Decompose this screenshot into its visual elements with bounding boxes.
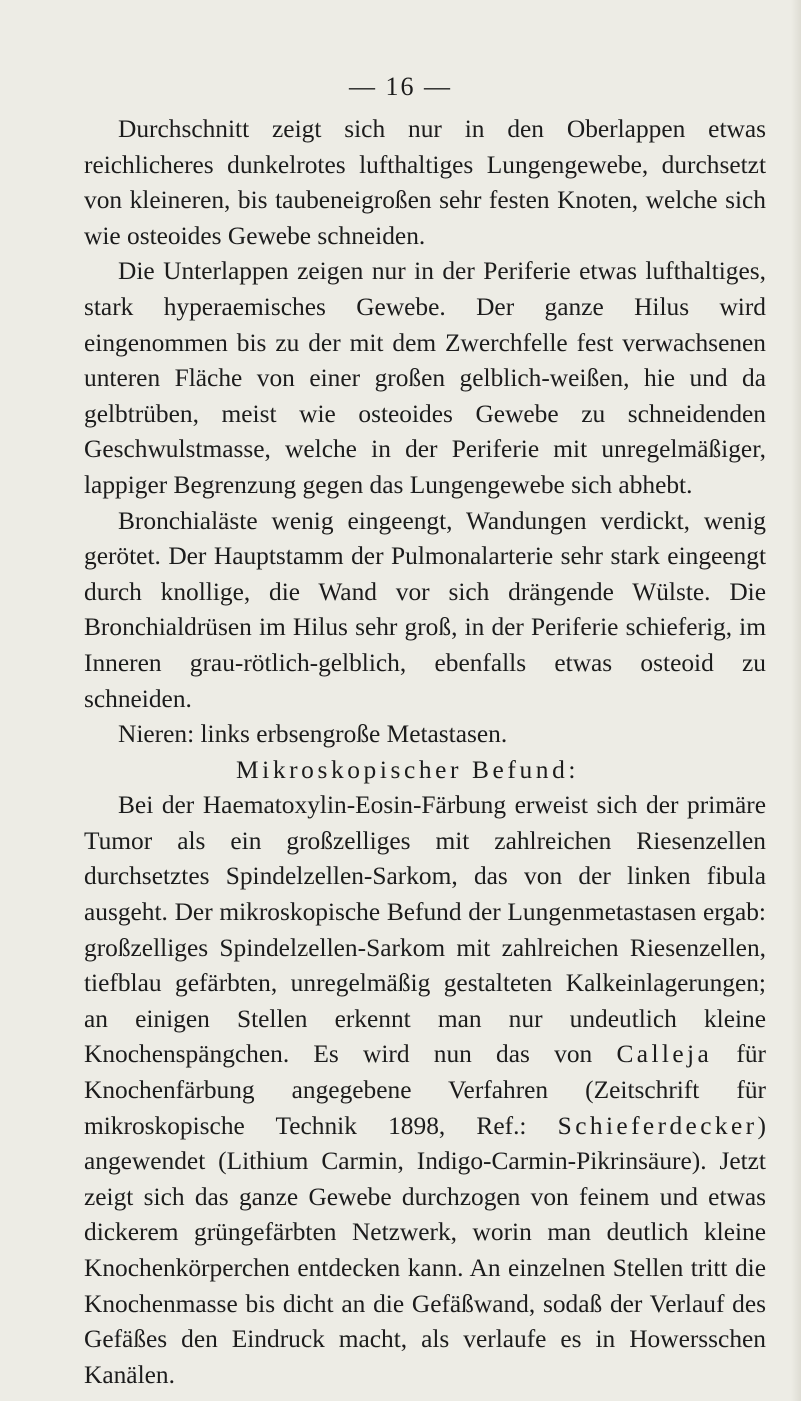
paragraph-microscopic-findings — [84, 788, 766, 1393]
paragraph-autopsy-lungs: Durchschnitt zeigt sich nur in den Oberlappen etwas reichlicheres dunkelrotes lufthaltiges Lungengewebe, durchsetzt von kleineren, bis taubeneigroßen sehr festen Knoten, welche sich wie osteoides Gewebe schneiden. — [84, 115, 766, 250]
page-edge-shadow — [791, 0, 801, 1401]
author-name-schieferdecker: Schieferdecker — [557, 1111, 758, 1140]
paragraph-text: Bei der Haematoxylin-Eosin-Färbung erweist sich der primäre Tumor als ein großzelliges mit zahlreichen Riesenzellen durchsetztes Spindelzellen-Sarkom, das von der linken fibula ausgeht. Der mikroskopische Befund der Lungenmetastasen ergab: großzelliges Spindelzellen-Sarkom mit zahlreichen Riesenzellen, tiefblau gefärbten, unregelmäßig gestalteten Kalkeinlagerungen; an einigen Stellen erkennt man nur undeutlich kleine Knochenspängchen. Es wird nun das von — [84, 791, 766, 1069]
paragraph-text: ) angewendet (Lithium Carmin, Indigo-Carmin-Pikrinsäure). Jetzt zeigt sich das ganze Gewebe durchzogen von feinem und etwas dickerem grüngefärbten Netzwerk, worin man deutlich kleine Knochenkörperchen entdecken kann. An einzelnen Stellen tritt die Knochenmasse bis dicht an die Gefäßwand, sodaß der Verlauf des Gefäßes den Eindruck macht, als verlaufe es in Howersschen Kanälen. — [84, 1111, 766, 1389]
page-number: — 16 — — [349, 72, 452, 101]
section-heading: Mikroskopischer Befund: — [236, 755, 580, 784]
page-body — [84, 112, 766, 1393]
paragraph-bronchi: Bronchialäste wenig eingeengt, Wandungen verdickt, wenig gerötet. Der Hauptstamm der Pulmonalarterie sehr stark eingeengt durch knollige, die Wand vor sich drängende Wülste. Die Bronchialdrüsen im Hilus sehr groß, in der Periferie schieferig, im Inneren grau-rötlich-gelblich, ebenfalls etwas osteoid zu schneiden. — [84, 506, 766, 713]
paragraph-kidneys: Nieren: links erbsengroße Metastasen. — [118, 720, 508, 749]
paragraph-lower-lobes: Die Unterlappen zeigen nur in der Periferie etwas lufthaltiges, stark hyperaemisches Gewebe. Der ganze Hilus wird eingenommen bis zu der mit dem Zwerchfelle fest verwachsenen unteren Fläche von einer großen gelblich-weißen, hie und da gelbtrüben, meist wie osteoides Gewebe zu schneidenden Geschwulstmasse, welche in der Periferie mit unregelmäßiger, lappiger Begrenzung gegen das Lungengewebe sich abhebt. — [84, 257, 766, 499]
paragraph-text: für Knochenfärbung angegebene Verfahren (Zeitschrift für mikroskopische Technik 1898, Ref.: — [84, 1040, 766, 1140]
author-name-calleja: Calleja — [616, 1040, 713, 1069]
